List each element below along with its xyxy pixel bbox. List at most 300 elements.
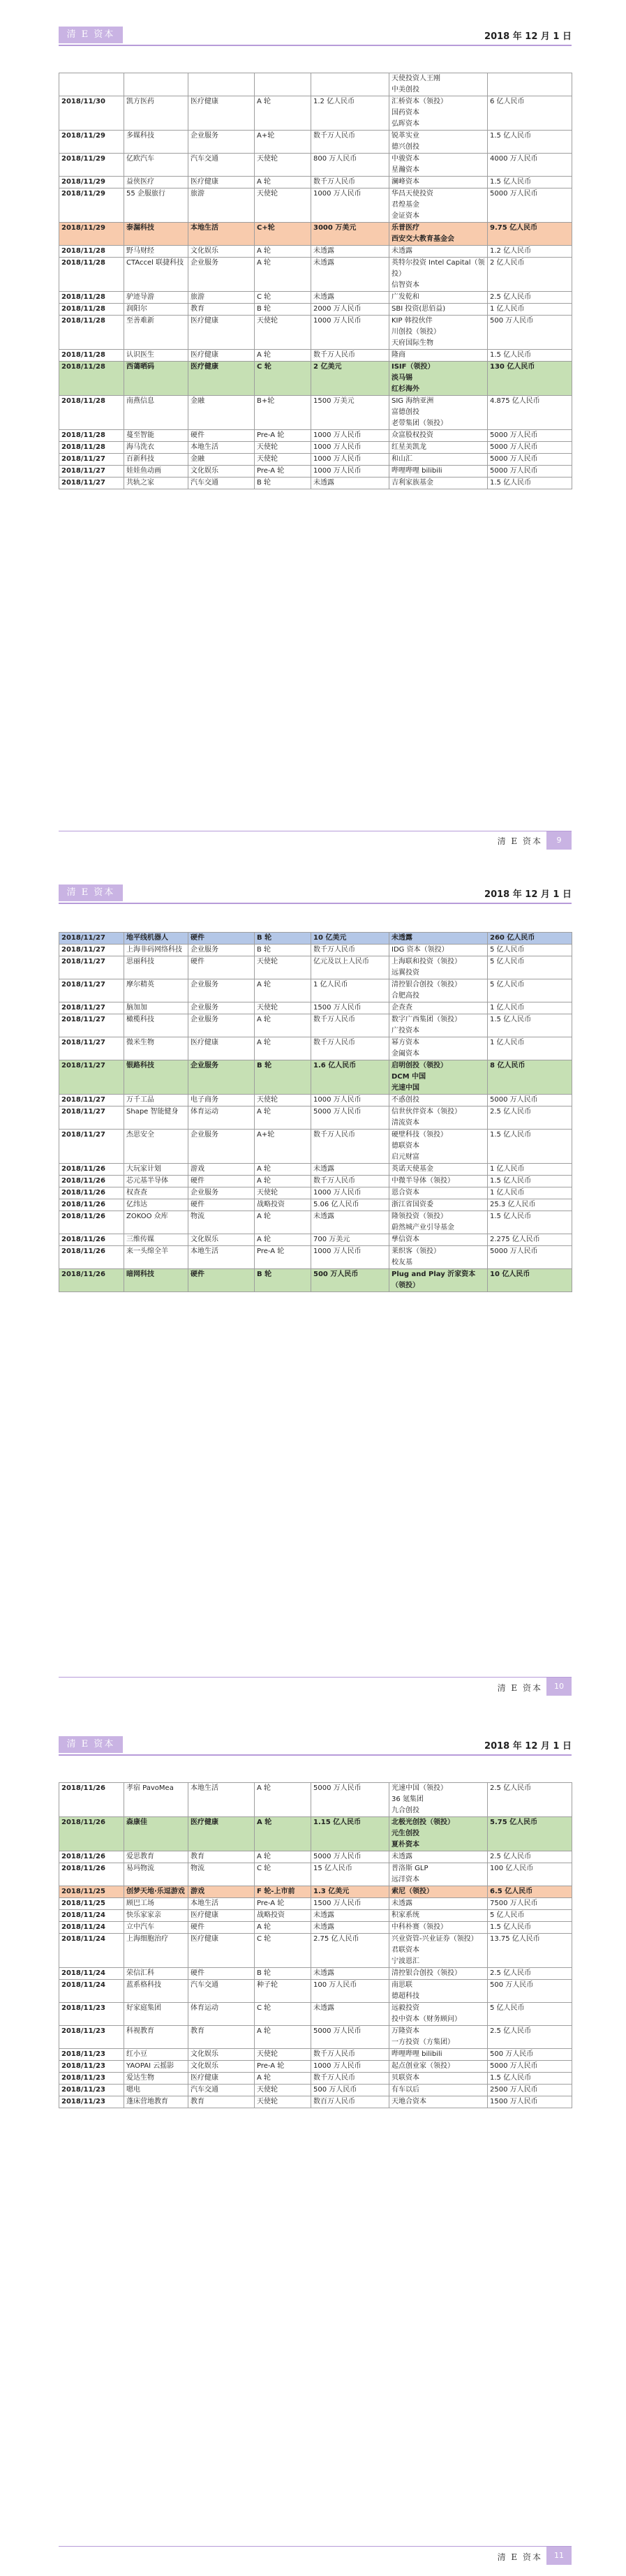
cell-investors: 隆领投资（领投） 蔚然城产业引导基金 [389, 1211, 488, 1234]
table-row [59, 1851, 572, 1863]
cell-amount: 5000 万人民币 [311, 1783, 389, 1817]
cell-company: 西蔼晒码 [124, 362, 188, 396]
cell-amount: 1000 万人民币 [311, 454, 389, 466]
cell-amount: 5000 万人民币 [311, 2026, 389, 2049]
table-row [59, 292, 572, 304]
cell-company: 蔓至智能 [124, 430, 188, 442]
cell-valuation: 6.5 亿人民币 [488, 1886, 572, 1898]
cell-industry: 医疗健康 [188, 177, 255, 188]
table-row [59, 1037, 572, 1060]
table-row [59, 1187, 572, 1199]
cell-amount: 数百万人民币 [311, 2096, 389, 2108]
cell-valuation: 500 万人民币 [488, 1980, 572, 2003]
cell-company: 认识医生 [124, 350, 188, 362]
investment-table [59, 1782, 572, 2108]
cell-company: 蓬床营地教育 [124, 2096, 188, 2108]
cell-industry: 金融 [188, 454, 255, 466]
cell-investors: 恩合资本 [389, 1187, 488, 1199]
cell-investors: 上海联和投资（领投） 远翼投资 [389, 956, 488, 979]
cell-investors: SIG 海纳亚洲 富德创投 老带集团（领投） [389, 396, 488, 430]
cell-valuation: 500 万人民币 [488, 316, 572, 350]
cell-company: 爱达生物 [124, 2073, 188, 2085]
cell-company: ZOKOO 众库 [124, 1211, 188, 1234]
cell-round: B+轮 [255, 396, 311, 430]
cell-date: 2018/11/27 [59, 478, 124, 489]
cell-valuation: 260 亿人民币 [488, 933, 572, 945]
cell-valuation: 1.5 亿人民币 [488, 1176, 572, 1187]
cell-round: 天使轮 [255, 1002, 311, 1014]
cell-industry: 文化娱乐 [188, 2061, 255, 2073]
cell-valuation: 1 亿人民币 [488, 304, 572, 316]
cell-investors: 清控银合创投（领投） [389, 1968, 488, 1980]
table-row [59, 1269, 572, 1292]
cell-valuation: 1.5 亿人民币 [488, 478, 572, 489]
cell-date [59, 73, 124, 96]
table-row [59, 2026, 572, 2049]
cell-amount: 2.75 亿人民币 [311, 1934, 389, 1968]
cell-date: 2018/11/29 [59, 154, 124, 177]
cell-industry: 企业服务 [188, 1060, 255, 1095]
header-divider [59, 45, 572, 46]
cell-company: Shape 智能健身 [124, 1106, 188, 1130]
cell-amount: 未透露 [311, 1968, 389, 1980]
cell-round: A+轮 [255, 1130, 311, 1164]
cell-valuation: 5.75 亿人民币 [488, 1817, 572, 1851]
cell-date: 2018/11/28 [59, 442, 124, 454]
cell-valuation: 7500 万人民币 [488, 1898, 572, 1910]
cell-amount: 数千万人民币 [311, 177, 389, 188]
cell-round: B 轮 [255, 1269, 311, 1292]
cell-company: 百新科技 [124, 454, 188, 466]
cell-industry: 医疗健康 [188, 1934, 255, 1968]
cell-date: 2018/11/29 [59, 188, 124, 223]
cell-investors: 莱织客（领投） 校友基 [389, 1246, 488, 1269]
investment-table [59, 73, 572, 489]
cell-valuation: 4000 万人民币 [488, 154, 572, 177]
table-row [59, 1910, 572, 1922]
cell-valuation: 1.5 亿人民币 [488, 131, 572, 154]
cell-investors: 吉利家族基金 [389, 478, 488, 489]
cell-valuation: 2.5 亿人民币 [488, 1783, 572, 1817]
header-divider [59, 1754, 572, 1756]
cell-industry: 企业服务 [188, 945, 255, 956]
table-row [59, 1980, 572, 2003]
cell-round: B 轮 [255, 1060, 311, 1095]
cell-valuation: 5 亿人民币 [488, 2003, 572, 2026]
table-row [59, 1934, 572, 1968]
cell-industry: 文化娱乐 [188, 466, 255, 478]
cell-industry: 硬件 [188, 1176, 255, 1187]
cell-valuation: 2.5 亿人民币 [488, 1851, 572, 1863]
cell-investors: 幂方资本 金阖资本 [389, 1037, 488, 1060]
cell-company: 益侠医疗 [124, 177, 188, 188]
cell-amount: 1000 万人民币 [311, 316, 389, 350]
cell-date: 2018/11/23 [59, 2085, 124, 2096]
cell-amount: 1000 万人民币 [311, 1246, 389, 1269]
cell-investors: 中科朴赛（领投） [389, 1922, 488, 1934]
cell-valuation: 2.5 亿人民币 [488, 292, 572, 304]
brand-logo: 清 E 资本 [59, 27, 123, 43]
cell-amount: 700 万美元 [311, 1234, 389, 1246]
cell-investors: 积家系统 [389, 1910, 488, 1922]
cell-industry: 本地生活 [188, 223, 255, 246]
cell-amount: 数千万人民币 [311, 2049, 389, 2061]
cell-investors: 孳信资本 [389, 1234, 488, 1246]
cell-company: 南燕信息 [124, 396, 188, 430]
cell-industry: 文化娱乐 [188, 1234, 255, 1246]
cell-industry: 文化娱乐 [188, 246, 255, 258]
cell-company: 至善难新 [124, 316, 188, 350]
cell-date: 2018/11/23 [59, 2003, 124, 2026]
cell-amount: 数千万人民币 [311, 131, 389, 154]
cell-industry: 体育运动 [188, 1106, 255, 1130]
cell-industry: 硬件 [188, 1922, 255, 1934]
cell-valuation: 1.5 亿人民币 [488, 1014, 572, 1037]
table-row [59, 177, 572, 188]
cell-company: 上海细胞治疗 [124, 1934, 188, 1968]
cell-valuation: 2.5 亿人民币 [488, 2026, 572, 2049]
cell-investors: 起点创业家（领投） [389, 2061, 488, 2073]
cell-company: 蓝系格科技 [124, 1980, 188, 2003]
investment-table [59, 932, 572, 1292]
table-row [59, 1886, 572, 1898]
table-row [59, 1130, 572, 1164]
cell-investors: 南思联 德超科技 [389, 1980, 488, 2003]
cell-amount: 1000 万人民币 [311, 442, 389, 454]
cell-industry: 汽车交通 [188, 154, 255, 177]
cell-investors: 澜峰资本 [389, 177, 488, 188]
cell-date: 2018/11/27 [59, 1130, 124, 1164]
cell-investors: 众富股权投资 [389, 430, 488, 442]
cell-investors: 英特尔投资 Intel Capital（领投） 信智资本 [389, 258, 488, 292]
cell-industry: 企业服务 [188, 1187, 255, 1199]
cell-round: A 轮 [255, 246, 311, 258]
cell-amount: 5000 万人民币 [311, 1106, 389, 1130]
cell-round: 天使轮 [255, 454, 311, 466]
cell-amount: 5000 万人民币 [311, 1851, 389, 1863]
cell-amount: 数千万人民币 [311, 1014, 389, 1037]
footer-brand: 清 E 资本 [497, 2552, 542, 2562]
cell-date: 2018/11/26 [59, 1187, 124, 1199]
cell-round: 战略投资 [255, 1910, 311, 1922]
cell-investors: 数字广西集团（领投） 广投资本 [389, 1014, 488, 1037]
table-row [59, 1095, 572, 1106]
cell-round: C+轮 [255, 223, 311, 246]
cell-date: 2018/11/24 [59, 1922, 124, 1934]
cell-industry [188, 73, 255, 96]
cell-round: A 轮 [255, 1164, 311, 1176]
table-row [59, 1211, 572, 1234]
cell-date: 2018/11/28 [59, 304, 124, 316]
cell-date: 2018/11/23 [59, 2096, 124, 2108]
cell-date: 2018/11/27 [59, 979, 124, 1002]
cell-amount: 未透露 [311, 1211, 389, 1234]
cell-amount: 800 万人民币 [311, 154, 389, 177]
cell-industry: 汽车交通 [188, 2085, 255, 2096]
cell-amount: 未透露 [311, 292, 389, 304]
cell-company: 顾巴工场 [124, 1898, 188, 1910]
cell-date: 2018/11/26 [59, 1211, 124, 1234]
cell-amount: 未透露 [311, 1922, 389, 1934]
cell-industry: 硬件 [188, 430, 255, 442]
cell-round: 天使轮 [255, 316, 311, 350]
cell-date: 2018/11/24 [59, 1934, 124, 1968]
table-row [59, 304, 572, 316]
cell-date: 2018/11/27 [59, 1014, 124, 1037]
cell-round: A 轮 [255, 177, 311, 188]
cell-company [124, 73, 188, 96]
table-row [59, 1199, 572, 1211]
table-row [59, 2049, 572, 2061]
cell-company: 55 企服旅行 [124, 188, 188, 223]
cell-company: 荣信汇科 [124, 1968, 188, 1980]
table-row [59, 454, 572, 466]
cell-valuation: 5000 万人民币 [488, 454, 572, 466]
cell-industry: 硬件 [188, 1199, 255, 1211]
cell-investors: 清控银合创投（领投） 合肥高投 [389, 979, 488, 1002]
table-row [59, 1164, 572, 1176]
cell-industry: 企业服务 [188, 979, 255, 1002]
cell-industry: 物流 [188, 1211, 255, 1234]
cell-date: 2018/11/28 [59, 292, 124, 304]
cell-industry: 医疗健康 [188, 362, 255, 396]
cell-amount: 数千万人民币 [311, 1176, 389, 1187]
cell-industry: 旅游 [188, 292, 255, 304]
table-row [59, 73, 572, 96]
cell-valuation: 1 亿人民币 [488, 1037, 572, 1060]
cell-date: 2018/11/26 [59, 1269, 124, 1292]
table-row [59, 1863, 572, 1886]
cell-round: 天使轮 [255, 2049, 311, 2061]
cell-amount: 500 万人民币 [311, 1269, 389, 1292]
cell-valuation: 1.5 亿人民币 [488, 1130, 572, 1164]
cell-investors: 广发乾和 [389, 292, 488, 304]
cell-company: 微米生物 [124, 1037, 188, 1060]
cell-round: C 轮 [255, 362, 311, 396]
cell-industry: 旅游 [188, 188, 255, 223]
cell-amount: 1 亿人民币 [311, 979, 389, 1002]
cell-investors: 未透露 [389, 933, 488, 945]
cell-round: 天使轮 [255, 154, 311, 177]
cell-investors: 信世伙伴资本（领投） 清流资本 [389, 1106, 488, 1130]
table-row [59, 478, 572, 489]
report-date: 2018 年 12 月 1 日 [484, 1741, 572, 1752]
cell-investors: 贝联资本 [389, 2073, 488, 2085]
cell-amount: 未透露 [311, 1164, 389, 1176]
cell-amount: 1.6 亿人民币 [311, 1060, 389, 1095]
cell-valuation: 6 亿人民币 [488, 96, 572, 131]
cell-date: 2018/11/29 [59, 223, 124, 246]
cell-investors: 红星美凯龙 [389, 442, 488, 454]
cell-company: 泰漏科技 [124, 223, 188, 246]
cell-company: 三维传媒 [124, 1234, 188, 1246]
cell-amount: 100 万人民币 [311, 1980, 389, 2003]
cell-industry: 企业服务 [188, 131, 255, 154]
cell-date: 2018/11/24 [59, 1968, 124, 1980]
cell-round: Pre-A 轮 [255, 1898, 311, 1910]
cell-amount: 1000 万人民币 [311, 1095, 389, 1106]
cell-company: 创梦天地·乐逗游戏 [124, 1886, 188, 1898]
cell-amount: 数千万人民币 [311, 350, 389, 362]
cell-valuation: 1.5 亿人民币 [488, 177, 572, 188]
cell-round: 天使轮 [255, 442, 311, 454]
cell-industry: 企业服务 [188, 1130, 255, 1164]
cell-round: A 轮 [255, 96, 311, 131]
cell-round: A 轮 [255, 1176, 311, 1187]
cell-round: Pre-A 轮 [255, 430, 311, 442]
cell-valuation: 5000 万人民币 [488, 1246, 572, 1269]
cell-company: 芯元基半导体 [124, 1176, 188, 1187]
cell-investors: 未透露 [389, 1898, 488, 1910]
cell-company: 杰思安全 [124, 1130, 188, 1164]
page-number: 10 [546, 1678, 572, 1696]
cell-investors: 万隆资本 一方投资（方集团） [389, 2026, 488, 2049]
cell-date: 2018/11/23 [59, 2073, 124, 2085]
table-row [59, 350, 572, 362]
cell-round: Pre-A 轮 [255, 1246, 311, 1269]
cell-industry: 硬件 [188, 933, 255, 945]
cell-company: 孝宿 PavoMea [124, 1783, 188, 1817]
cell-amount: 10 亿美元 [311, 933, 389, 945]
cell-investors: 华昌天使投资 君煌基金 金证资本 [389, 188, 488, 223]
cell-round: B 轮 [255, 945, 311, 956]
cell-industry: 医疗健康 [188, 1817, 255, 1851]
cell-valuation: 2500 万人民币 [488, 2085, 572, 2096]
cell-investors: 企查查 [389, 1002, 488, 1014]
cell-amount: 1000 万人民币 [311, 188, 389, 223]
cell-industry: 教育 [188, 2026, 255, 2049]
cell-investors: IDG 资本（领投） [389, 945, 488, 956]
cell-round: B 轮 [255, 933, 311, 945]
cell-date: 2018/11/27 [59, 466, 124, 478]
cell-round: C 轮 [255, 292, 311, 304]
table-row [59, 2085, 572, 2096]
table-row [59, 2003, 572, 2026]
cell-valuation: 2.5 亿人民币 [488, 1106, 572, 1130]
table-row [59, 1002, 572, 1014]
header-divider [59, 903, 572, 904]
cell-industry: 医疗健康 [188, 2073, 255, 2085]
footer-divider [59, 1677, 572, 1678]
cell-amount: 数千万人民币 [311, 945, 389, 956]
table-row [59, 430, 572, 442]
cell-date: 2018/11/28 [59, 258, 124, 292]
cell-company: 润阳尔 [124, 304, 188, 316]
table-row [59, 246, 572, 258]
cell-valuation: 1500 万人民币 [488, 2096, 572, 2108]
cell-round: Pre-A 轮 [255, 466, 311, 478]
cell-amount: 未透露 [311, 246, 389, 258]
cell-valuation: 5000 万人民币 [488, 188, 572, 223]
page-number: 11 [546, 2547, 572, 2565]
cell-investors: 未透露 [389, 246, 488, 258]
cell-company: 易玛物流 [124, 1863, 188, 1886]
cell-amount: 1.15 亿人民币 [311, 1817, 389, 1851]
cell-date: 2018/11/29 [59, 131, 124, 154]
cell-date: 2018/11/30 [59, 96, 124, 131]
cell-round: A 轮 [255, 258, 311, 292]
cell-date: 2018/11/23 [59, 2061, 124, 2073]
cell-round: 战略投资 [255, 1199, 311, 1211]
cell-valuation: 5000 万人民币 [488, 442, 572, 454]
cell-date: 2018/11/27 [59, 933, 124, 945]
table-row [59, 154, 572, 177]
cell-round: A+轮 [255, 131, 311, 154]
cell-round: C 轮 [255, 2003, 311, 2026]
cell-investors: 汇桥资本（领投） 国药资本 弘晖资本 [389, 96, 488, 131]
cell-round: 天使轮 [255, 1187, 311, 1199]
cell-company: CTAccel 联捷科技 [124, 258, 188, 292]
cell-valuation: 5000 万人民币 [488, 466, 572, 478]
cell-amount: 5.06 亿人民币 [311, 1199, 389, 1211]
cell-round: A 轮 [255, 1817, 311, 1851]
cell-valuation: 1 亿人民币 [488, 1002, 572, 1014]
cell-valuation: 130 亿人民币 [488, 362, 572, 396]
cell-industry: 医疗健康 [188, 1037, 255, 1060]
cell-date: 2018/11/26 [59, 1199, 124, 1211]
cell-date: 2018/11/24 [59, 1980, 124, 2003]
cell-amount: 1500 万人民币 [311, 1898, 389, 1910]
cell-valuation: 1.2 亿人民币 [488, 246, 572, 258]
cell-investors: 索尼（领投） [389, 1886, 488, 1898]
table-row [59, 979, 572, 1002]
cell-company: 银路科技 [124, 1060, 188, 1095]
table-row [59, 933, 572, 945]
table-row [59, 1898, 572, 1910]
cell-amount: 1500 万人民币 [311, 1002, 389, 1014]
cell-date: 2018/11/27 [59, 1060, 124, 1095]
cell-valuation: 5 亿人民币 [488, 956, 572, 979]
cell-investors: 英诺天使基金 [389, 1164, 488, 1176]
cell-date: 2018/11/26 [59, 1863, 124, 1886]
cell-company: 红小豆 [124, 2049, 188, 2061]
footer-divider [59, 2546, 572, 2547]
cell-amount: 1500 万美元 [311, 396, 389, 430]
cell-investors: 普洛斯 GLP 远洋资本 [389, 1863, 488, 1886]
cell-company: 思丽科技 [124, 956, 188, 979]
cell-company: 橄榄科技 [124, 1014, 188, 1037]
cell-industry: 本地生活 [188, 442, 255, 454]
table-row [59, 223, 572, 246]
footer-brand: 清 E 资本 [497, 1683, 542, 1693]
page-number: 9 [546, 831, 572, 850]
cell-date: 2018/11/26 [59, 1164, 124, 1176]
cell-round: 种子轮 [255, 1980, 311, 2003]
cell-date: 2018/11/29 [59, 177, 124, 188]
cell-amount: 1000 万人民币 [311, 466, 389, 478]
cell-valuation: 2.275 亿人民币 [488, 1234, 572, 1246]
cell-investors: 光速中国（领投） 36 氪集团 九合创投 [389, 1783, 488, 1817]
cell-company: 摩尔精英 [124, 979, 188, 1002]
cell-investors: 隆商 [389, 350, 488, 362]
cell-investors: 启明创投（领投） DCM 中国 光速中国 [389, 1060, 488, 1095]
cell-company: 共轨之家 [124, 478, 188, 489]
cell-round: A 轮 [255, 1783, 311, 1817]
cell-valuation: 9.75 亿人民币 [488, 223, 572, 246]
cell-company: YAOPAI 云摇影 [124, 2061, 188, 2073]
cell-company: 上海非码网络科技 [124, 945, 188, 956]
table-row [59, 1783, 572, 1817]
cell-amount: 未透露 [311, 478, 389, 489]
cell-date: 2018/11/28 [59, 316, 124, 350]
cell-company: 驴迹导游 [124, 292, 188, 304]
cell-industry: 物流 [188, 1863, 255, 1886]
cell-investors: 哔哩哔哩 bilibili [389, 2049, 488, 2061]
cell-valuation: 2.5 亿人民币 [488, 1968, 572, 1980]
cell-investors: 远毅投资 投中资本（财务顾问） [389, 2003, 488, 2026]
cell-investors: 浙江省国资委 [389, 1199, 488, 1211]
cell-valuation: 5000 万人民币 [488, 1095, 572, 1106]
